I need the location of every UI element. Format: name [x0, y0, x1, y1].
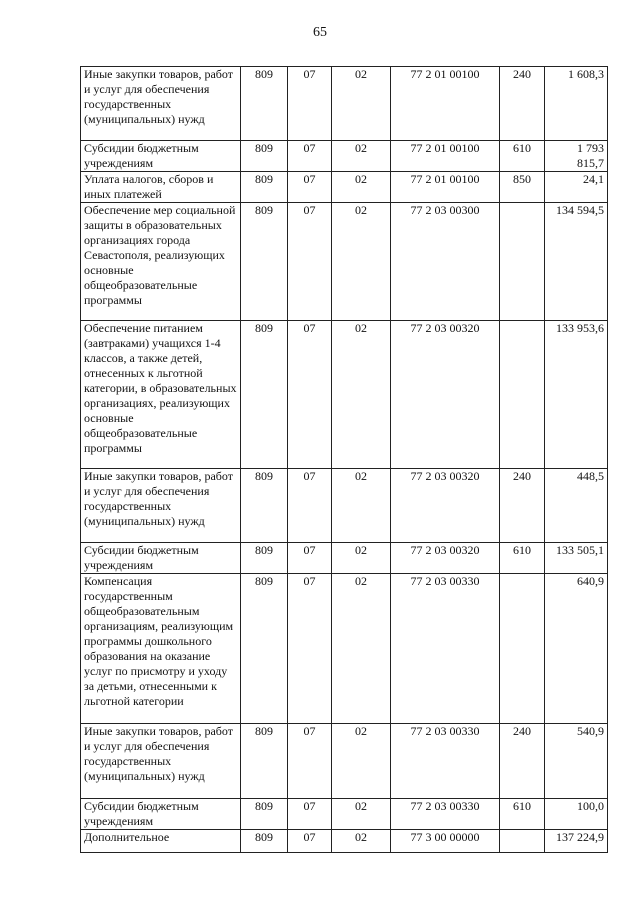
table-row	[81, 724, 608, 799]
subsection-code-cell: 02	[332, 830, 391, 853]
table-row	[81, 321, 608, 469]
amount-cell: 137 224,9	[545, 830, 608, 853]
admin-code-cell: 809	[241, 543, 288, 574]
target-article-cell: 77 2 03 00320	[391, 469, 500, 543]
table-row	[81, 172, 608, 203]
admin-code-cell: 809	[241, 203, 288, 321]
target-article-cell: 77 2 03 00320	[391, 543, 500, 574]
expense-type-cell	[500, 574, 545, 724]
expense-type-cell: 240	[500, 67, 545, 141]
admin-code-cell: 809	[241, 321, 288, 469]
admin-code-cell: 809	[241, 172, 288, 203]
target-article-cell: 77 2 03 00320	[391, 321, 500, 469]
target-article-cell: 77 2 03 00330	[391, 799, 500, 830]
amount-cell: 24,1	[545, 172, 608, 203]
subsection-code-cell: 02	[332, 203, 391, 321]
table-row	[81, 141, 608, 172]
subsection-code-cell: 02	[332, 321, 391, 469]
expense-type-cell: 240	[500, 724, 545, 799]
amount-cell: 1 793 815,7	[545, 141, 608, 172]
section-code-cell: 07	[288, 141, 332, 172]
amount-cell: 100,0	[545, 799, 608, 830]
expense-type-cell: 610	[500, 799, 545, 830]
budget-table-body	[81, 67, 608, 853]
amount-cell: 1 608,3	[545, 67, 608, 141]
target-article-cell: 77 2 03 00330	[391, 574, 500, 724]
target-article-cell: 77 2 01 00100	[391, 172, 500, 203]
expense-type-cell: 850	[500, 172, 545, 203]
admin-code-cell: 809	[241, 67, 288, 141]
table-row	[81, 67, 608, 141]
section-code-cell: 07	[288, 321, 332, 469]
table-row	[81, 574, 608, 724]
admin-code-cell: 809	[241, 724, 288, 799]
amount-cell: 448,5	[545, 469, 608, 543]
amount-cell: 640,9	[545, 574, 608, 724]
target-article-cell: 77 2 01 00100	[391, 67, 500, 141]
item-name-cell: Субсидии бюджетным учреждениям	[81, 141, 241, 172]
amount-cell: 134 594,5	[545, 203, 608, 321]
admin-code-cell: 809	[241, 141, 288, 172]
section-code-cell: 07	[288, 724, 332, 799]
admin-code-cell: 809	[241, 574, 288, 724]
subsection-code-cell: 02	[332, 67, 391, 141]
expense-type-cell	[500, 321, 545, 469]
item-name-cell: Иные закупки товаров, работ и услуг для обеспечения государственных (муниципальных) нужд	[81, 724, 241, 799]
section-code-cell: 07	[288, 574, 332, 724]
section-code-cell: 07	[288, 67, 332, 141]
target-article-cell: 77 2 03 00300	[391, 203, 500, 321]
subsection-code-cell: 02	[332, 469, 391, 543]
admin-code-cell: 809	[241, 469, 288, 543]
item-name-cell: Иные закупки товаров, работ и услуг для обеспечения государственных (муниципальных) нужд	[81, 469, 241, 543]
section-code-cell: 07	[288, 203, 332, 321]
target-article-cell: 77 3 00 00000	[391, 830, 500, 853]
table-row	[81, 203, 608, 321]
amount-cell: 133 953,6	[545, 321, 608, 469]
item-name-cell: Обеспечение мер социальной защиты в образовательных организациях города Севастополя, реализующих основные общеобразовательные программы	[81, 203, 241, 321]
subsection-code-cell: 02	[332, 799, 391, 830]
expense-type-cell: 240	[500, 469, 545, 543]
expense-type-cell: 610	[500, 141, 545, 172]
expense-type-cell: 610	[500, 543, 545, 574]
item-name-cell: Иные закупки товаров, работ и услуг для обеспечения государственных (муниципальных) нужд	[81, 67, 241, 141]
subsection-code-cell: 02	[332, 543, 391, 574]
admin-code-cell: 809	[241, 799, 288, 830]
amount-cell: 540,9	[545, 724, 608, 799]
section-code-cell: 07	[288, 469, 332, 543]
table-row	[81, 830, 608, 853]
table-row	[81, 799, 608, 830]
item-name-cell: Уплата налогов, сборов и иных платежей	[81, 172, 241, 203]
subsection-code-cell: 02	[332, 172, 391, 203]
section-code-cell: 07	[288, 799, 332, 830]
amount-cell: 133 505,1	[545, 543, 608, 574]
item-name-cell: Компенсация государственным общеобразовательным организациям, реализующим программы дошкольного образования на оказание услуг по присмотру и уходу за детьми, отнесенными к льготной категории	[81, 574, 241, 724]
section-code-cell: 07	[288, 830, 332, 853]
expense-type-cell	[500, 203, 545, 321]
subsection-code-cell: 02	[332, 141, 391, 172]
item-name-cell: Дополнительное	[81, 830, 241, 853]
admin-code-cell: 809	[241, 830, 288, 853]
table-row	[81, 543, 608, 574]
section-code-cell: 07	[288, 543, 332, 574]
section-code-cell: 07	[288, 172, 332, 203]
item-name-cell: Субсидии бюджетным учреждениям	[81, 799, 241, 830]
budget-table	[80, 66, 608, 853]
subsection-code-cell: 02	[332, 724, 391, 799]
item-name-cell: Обеспечение питанием (завтраками) учащихся 1-4 классов, а также детей, отнесенных к льготной категории, в образовательных организациях, реализующих основные общеобразовательные программы	[81, 321, 241, 469]
page-number: 65	[313, 25, 327, 40]
target-article-cell: 77 2 01 00100	[391, 141, 500, 172]
item-name-cell: Субсидии бюджетным учреждениям	[81, 543, 241, 574]
expense-type-cell	[500, 830, 545, 853]
target-article-cell: 77 2 03 00330	[391, 724, 500, 799]
subsection-code-cell: 02	[332, 574, 391, 724]
table-row	[81, 469, 608, 543]
